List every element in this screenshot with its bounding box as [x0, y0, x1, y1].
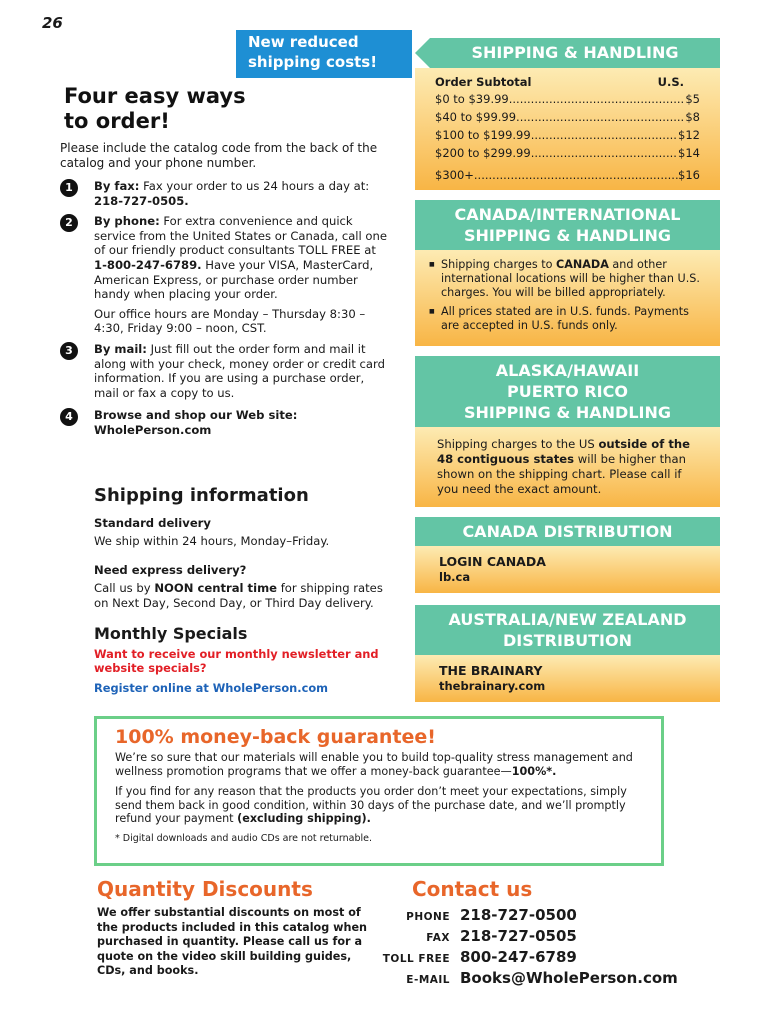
alaska-text-pre: Shipping charges to the US — [437, 437, 599, 451]
order-title-line-1: Four easy ways — [64, 84, 246, 108]
standard-delivery-text: We ship within 24 hours, Monday–Friday. — [94, 534, 330, 548]
alaska-header — [415, 356, 720, 427]
guarantee-title: 100% money-back guarantee! — [115, 726, 436, 748]
table-row — [435, 144, 700, 162]
contact-row-phone — [380, 906, 720, 925]
rate-range: $0 to $39.99 — [435, 92, 509, 106]
order-intro: Please include the catalog code from the back of the catalog and your phone number. — [60, 141, 378, 170]
contact-value[interactable]: 800-247-6789 — [460, 948, 577, 966]
money-back-guarantee-box — [94, 716, 664, 866]
express-text-2: for shipping rates on Next Day, Second Day, or Third Day delivery. — [94, 581, 383, 610]
number-3-icon: 3 — [60, 342, 78, 360]
contact-row-email — [380, 969, 720, 988]
new-costs-line-1: New reduced — [248, 33, 359, 51]
shipping-info-section — [94, 484, 394, 695]
canada-note-1-bold: CANADA — [556, 258, 609, 271]
canada-distribution-box — [415, 546, 720, 593]
aus-distributor-url[interactable]: thebrainary.com — [439, 679, 546, 693]
contact-value[interactable]: 218-727-0500 — [460, 906, 577, 924]
shipping-handling-header: SHIPPING & HANDLING — [430, 38, 720, 68]
contact-key: TOLL FREE — [382, 953, 450, 965]
express-bold: NOON central time — [154, 581, 278, 595]
table-row — [435, 90, 700, 108]
newsletter-prompt: Want to receive our monthly newsletter and website specials? — [94, 647, 379, 675]
australia-distribution-header — [415, 605, 720, 655]
rate-range: $200 to $299.99 — [435, 146, 531, 160]
canada-note-1-post: and other international locations will be higher than U.S. charges. You will be billed appropriately. — [441, 258, 700, 299]
fax-number: 218-727-0505. — [94, 193, 189, 208]
new-costs-line-2: shipping costs! — [248, 53, 378, 71]
contact-row-toll-free — [380, 948, 720, 967]
rate-amount: $14 — [678, 146, 700, 160]
web-text[interactable]: Browse and shop our Web site: WholePerson.com — [94, 408, 298, 438]
number-2-icon: 2 — [60, 214, 78, 232]
list-item: ■ All prices stated are in U.S. funds. Payments are accepted in U.S. funds only. — [429, 305, 708, 333]
mail-text: Just fill out the order form and mail it along with your check, money order or credit card information. If you are using a purchase order, mail or fax a copy to us. — [94, 341, 385, 400]
canada-intl-notes — [415, 250, 720, 346]
alaska-text — [415, 427, 720, 507]
shipping-info-title: Shipping information — [94, 485, 309, 506]
express-text-1: Call us by — [94, 581, 155, 595]
fax-label: By fax: — [94, 179, 140, 193]
table-row — [435, 126, 700, 144]
guarantee-paragraph-1 — [115, 751, 643, 778]
australia-distribution-box — [415, 655, 720, 702]
page-number: 26 — [42, 14, 63, 32]
new-costs-banner — [236, 30, 412, 78]
guarantee-p1-pre: We’re so sure that our materials will enable you to build top-quality stress management and wellness promotion programs that we offer a money-back guarantee— — [115, 751, 633, 778]
phone-number: 1-800-247-6789. — [94, 257, 202, 272]
monthly-specials-heading: Monthly Specials — [94, 624, 248, 643]
order-ways — [60, 179, 390, 438]
number-1-icon: 1 — [60, 179, 78, 197]
canada-intl-header — [415, 200, 720, 250]
rate-amount: $12 — [678, 128, 700, 142]
canada-distributor-url[interactable]: lb.ca — [439, 570, 471, 584]
guarantee-p1-bold: 100%*. — [511, 764, 557, 778]
guarantee-note: * Digital downloads and audio CDs are not returnable. — [115, 832, 373, 844]
rate-range: $40 to $99.99 — [435, 110, 517, 124]
order-way-fax — [60, 179, 390, 208]
order-way-phone — [60, 214, 390, 336]
order-way-mail — [60, 342, 390, 400]
contact-key: FAX — [426, 932, 450, 944]
canada-note-1-pre: Shipping charges to — [441, 258, 557, 271]
office-hours: Our office hours are Monday – Thursday 8:30 – 4:30, Friday 9:00 – noon, CST. — [94, 306, 366, 336]
alaska-title-3: SHIPPING & HANDLING — [463, 403, 671, 422]
rate-amount: $5 — [685, 92, 700, 106]
shipping-column — [415, 38, 720, 702]
col-us: U.S. — [657, 75, 684, 89]
rates-header — [435, 74, 700, 90]
aus-title-1: AUSTRALIA/NEW ZEALAND — [448, 610, 687, 629]
list-item — [429, 258, 708, 300]
rate-range: $300+ — [435, 168, 474, 182]
canada-distribution-header: CANADA DISTRIBUTION — [415, 517, 720, 546]
order-title-line-2: to order! — [64, 109, 170, 133]
rate-amount: $8 — [685, 110, 700, 124]
number-4-icon: 4 — [60, 408, 78, 426]
col-order-subtotal: Order Subtotal — [435, 75, 532, 89]
canada-intl-title-2: SHIPPING & HANDLING — [463, 226, 671, 245]
alaska-text-post: will be higher than shown on the shipping chart. Please call if you need the exact amount. — [437, 452, 686, 496]
phone-label: By phone: — [94, 214, 160, 229]
contact-title: Contact us — [412, 877, 533, 901]
fax-text: Fax your order to us 24 hours a day at: — [139, 179, 370, 193]
aus-title-2: DISTRIBUTION — [503, 631, 632, 650]
contact-row-fax — [380, 927, 720, 946]
rate-range: $100 to $199.99 — [435, 128, 531, 142]
contact-value[interactable]: Books@WholePerson.com — [460, 969, 678, 987]
guarantee-p2-bold: (excluding shipping). — [237, 812, 371, 825]
aus-distributor-name: THE BRAINARY — [439, 663, 543, 678]
quantity-discounts-section — [97, 876, 367, 979]
standard-delivery-heading: Standard delivery — [94, 516, 211, 530]
canada-distributor-name: LOGIN CANADA — [439, 554, 546, 569]
phone-text-2: Have your VISA, MasterCard, American Express, or purchase order number handy when placing your order. — [94, 257, 374, 302]
contact-key: E-MAIL — [406, 974, 450, 986]
alaska-title-2: PUERTO RICO — [507, 382, 628, 401]
quantity-discounts-title: Quantity Discounts — [97, 877, 313, 901]
table-row — [435, 108, 700, 126]
register-link[interactable]: Register online at WholePerson.com — [94, 681, 329, 695]
table-row — [435, 166, 700, 184]
guarantee-paragraph-2 — [115, 785, 643, 826]
alaska-title-1: ALASKA/HAWAII — [495, 361, 640, 380]
order-title — [64, 84, 390, 134]
shipping-rates-table — [415, 68, 720, 190]
contact-value[interactable]: 218-727-0505 — [460, 927, 577, 945]
alaska-text-bold: outside of the 48 contiguous states — [437, 437, 690, 466]
rate-amount: $16 — [678, 168, 700, 182]
phone-text: For extra convenience and quick service from the United States or Canada, call one of our friendly product consultants TOLL FREE at — [94, 214, 387, 258]
contact-key: PHONE — [406, 911, 450, 923]
express-text — [94, 581, 394, 611]
contact-section — [380, 876, 720, 988]
express-heading: Need express delivery? — [94, 563, 247, 577]
canada-intl-title-1: CANADA/INTERNATIONAL — [454, 205, 681, 224]
guarantee-p2-pre: If you find for any reason that the products you order don’t meet your expectations, simply send them back in good condition, within 30 days of the purchase date, and we’ll promptly refund your payment — [115, 785, 627, 825]
quantity-discounts-text: We offer substantial discounts on most of the products included in this catalog when purchased in quantity. Please call us for a quote on the video skill building guides, CDs, and books. — [97, 906, 367, 977]
order-way-web — [60, 408, 390, 438]
order-section — [60, 84, 390, 444]
mail-label: By mail: — [94, 341, 147, 356]
